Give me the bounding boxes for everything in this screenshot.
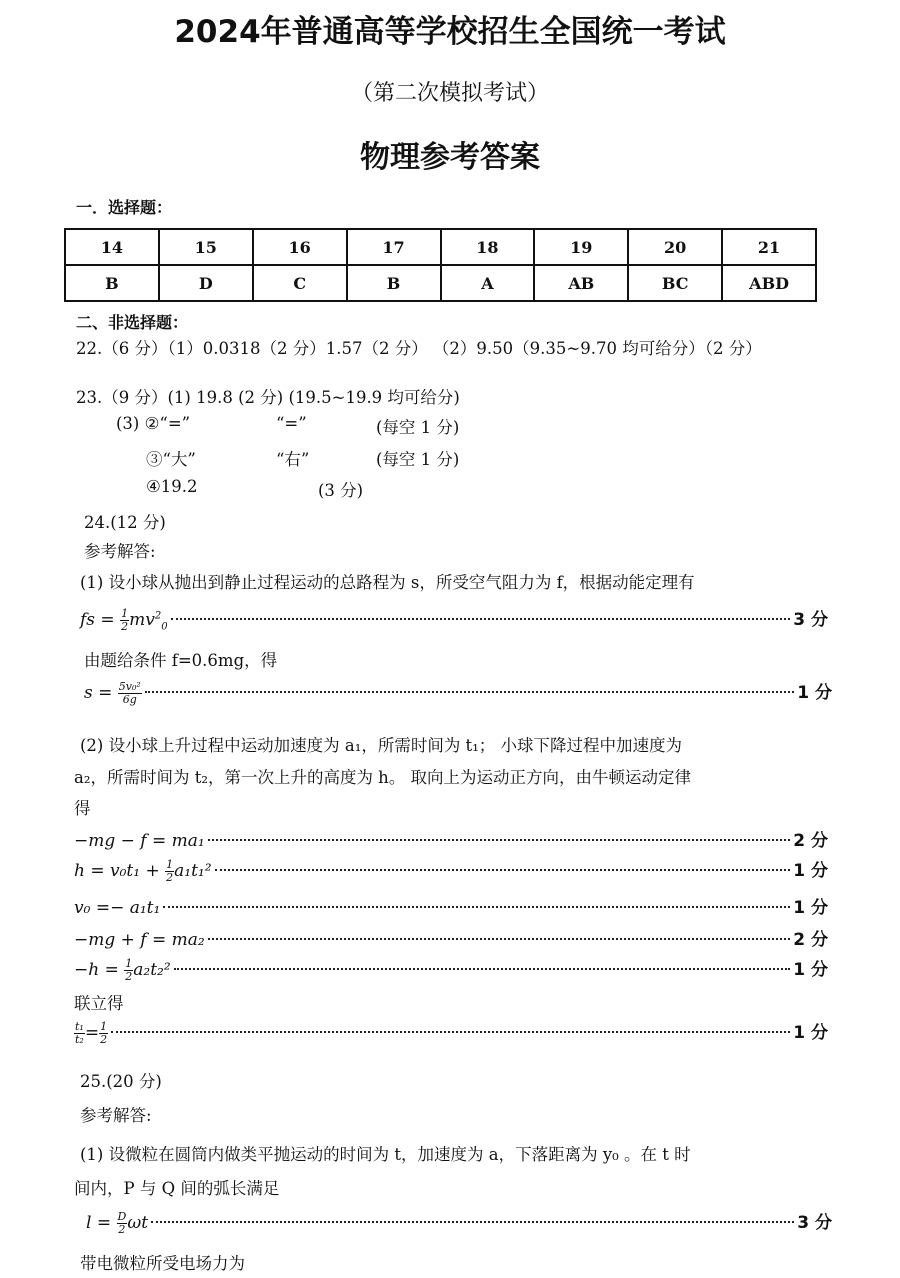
table-cell: ABD	[722, 265, 816, 301]
q24-e2: h = v₀t₁ + $\frac{1}{2}$ a₁t₁²	[74, 858, 212, 884]
dot-leader	[174, 968, 791, 970]
doc-title: 物理参考答案	[360, 140, 540, 175]
q24-combine: 联立得	[74, 994, 124, 1013]
dot-leader	[208, 938, 791, 940]
q24-p1: (1) 设小球从抛出到静止过程运动的总路程为 s，所受空气阻力为 f，根据动能定理有	[80, 573, 695, 592]
q25-p1a: (1) 设微粒在圆筒内做类平抛运动的时间为 t，加速度为 a，下落距离为 y₀ 。在 t 时	[80, 1145, 691, 1164]
q24-e3: v₀ =− a₁t₁	[74, 898, 161, 918]
section2-label: 二、非选择题：	[76, 313, 189, 332]
table-cell: 19	[534, 229, 628, 265]
q24-p2c: 得	[74, 799, 91, 818]
q24-p2b: a₂，所需时间为 t₂，第一次上升的高度为 h。 取向上为运动正方向，由牛顿运动定律	[74, 768, 692, 787]
q24-e2-row	[74, 856, 828, 884]
table-cell: B	[65, 265, 159, 301]
table-cell: A	[441, 265, 535, 301]
q24-eq2: s = $\frac{\text{5v₀²}}{6g}$	[84, 680, 141, 706]
q25-eq1: l = $\frac{D}{2}$ ωt	[86, 1210, 149, 1236]
q24-cond: 由题给条件 f=0.6mg，得	[84, 651, 278, 670]
q24-p2a: (2) 设小球上升过程中运动加速度为 a₁，所需时间为 t₁； 小球下降过程中加速度为	[80, 736, 683, 755]
q24-eq1-row	[80, 605, 828, 633]
q25-p2: 带电微粒所受电场力为	[80, 1254, 245, 1273]
q25-ref: 参考解答:	[80, 1106, 152, 1125]
dot-leader	[151, 1221, 794, 1223]
q24-e5: −h = $\frac{1}{2}$ a₂t₂²	[74, 957, 171, 983]
q24-e1-row	[74, 826, 828, 851]
answer-row	[65, 265, 816, 301]
score: 2 分	[793, 930, 828, 950]
table-cell: 17	[347, 229, 441, 265]
q23-l2b: “=”	[276, 414, 307, 433]
score: 3 分	[797, 1213, 832, 1233]
q24-e4-row	[74, 925, 828, 950]
q24-head: 24.(12 分)	[84, 513, 166, 532]
q24-e5-row	[74, 955, 828, 983]
exam-subtitle: （第二次模拟考试）	[350, 81, 549, 106]
q23-l4a: ④19.2	[146, 477, 198, 496]
score: 1 分	[793, 898, 828, 918]
table-cell: 15	[159, 229, 253, 265]
q24-e6-row	[74, 1018, 828, 1046]
answer-table	[64, 228, 817, 302]
dot-leader	[111, 1031, 790, 1033]
table-cell: C	[253, 265, 347, 301]
score: 1 分	[793, 960, 828, 980]
q24-eq2-row	[84, 678, 832, 706]
dot-leader	[163, 906, 790, 908]
section1-label: 一．选择题：	[76, 198, 173, 217]
table-cell: 18	[441, 229, 535, 265]
q24-e4: −mg + f = ma₂	[74, 930, 205, 950]
q25-eq1-row	[86, 1208, 832, 1236]
q23-line1: 23.（9 分）(1) 19.8 (2 分) (19.5~19.9 均可给分)	[76, 388, 460, 407]
table-cell: 21	[722, 229, 816, 265]
dot-leader	[208, 839, 791, 841]
score: 3 分	[793, 610, 828, 630]
q24-eq1: fs = $\frac{1}{2}$ $mv^2_0$	[80, 607, 168, 633]
table-cell: AB	[534, 265, 628, 301]
q22-answer: 22.（6 分）（1）0.0318（2 分）1.57（2 分） （2）9.50（9.35~9.70 均可给分）（2 分）	[76, 339, 762, 358]
dot-leader	[215, 869, 791, 871]
q23-l3b: “右”	[276, 450, 310, 469]
score: 1 分	[793, 1023, 828, 1043]
q24-ref: 参考解答:	[84, 542, 156, 561]
q23-l3a: ③“大”	[146, 450, 196, 469]
dot-leader	[171, 618, 791, 620]
dot-leader	[145, 691, 794, 693]
table-cell: 20	[628, 229, 722, 265]
table-cell: BC	[628, 265, 722, 301]
q24-e6: $\frac{\text{t₁}}{\text{t₂}}$ = $\frac{1}{2}$	[75, 1020, 108, 1046]
q25-head: 25.(20 分)	[80, 1072, 162, 1091]
exam-title: 2024年普通高等学校招生全国统一考试	[174, 14, 726, 50]
q24-e1: −mg − f = ma₁	[74, 831, 205, 851]
q23-l3c: (每空 1 分)	[376, 450, 460, 469]
table-cell: B	[347, 265, 441, 301]
table-cell: 16	[253, 229, 347, 265]
q23-l2c: (每空 1 分)	[376, 418, 460, 437]
question-number-row	[65, 229, 816, 265]
q25-p1b: 间内，P 与 Q 间的弧长满足	[74, 1179, 280, 1198]
score: 1 分	[793, 861, 828, 881]
q24-e3-row	[74, 893, 828, 918]
table-cell: D	[159, 265, 253, 301]
table-cell: 14	[65, 229, 159, 265]
score: 1 分	[797, 683, 832, 703]
q23-l4b: (3 分)	[318, 481, 364, 500]
q23-l2a: (3) ②“=”	[116, 414, 191, 433]
score: 2 分	[793, 831, 828, 851]
